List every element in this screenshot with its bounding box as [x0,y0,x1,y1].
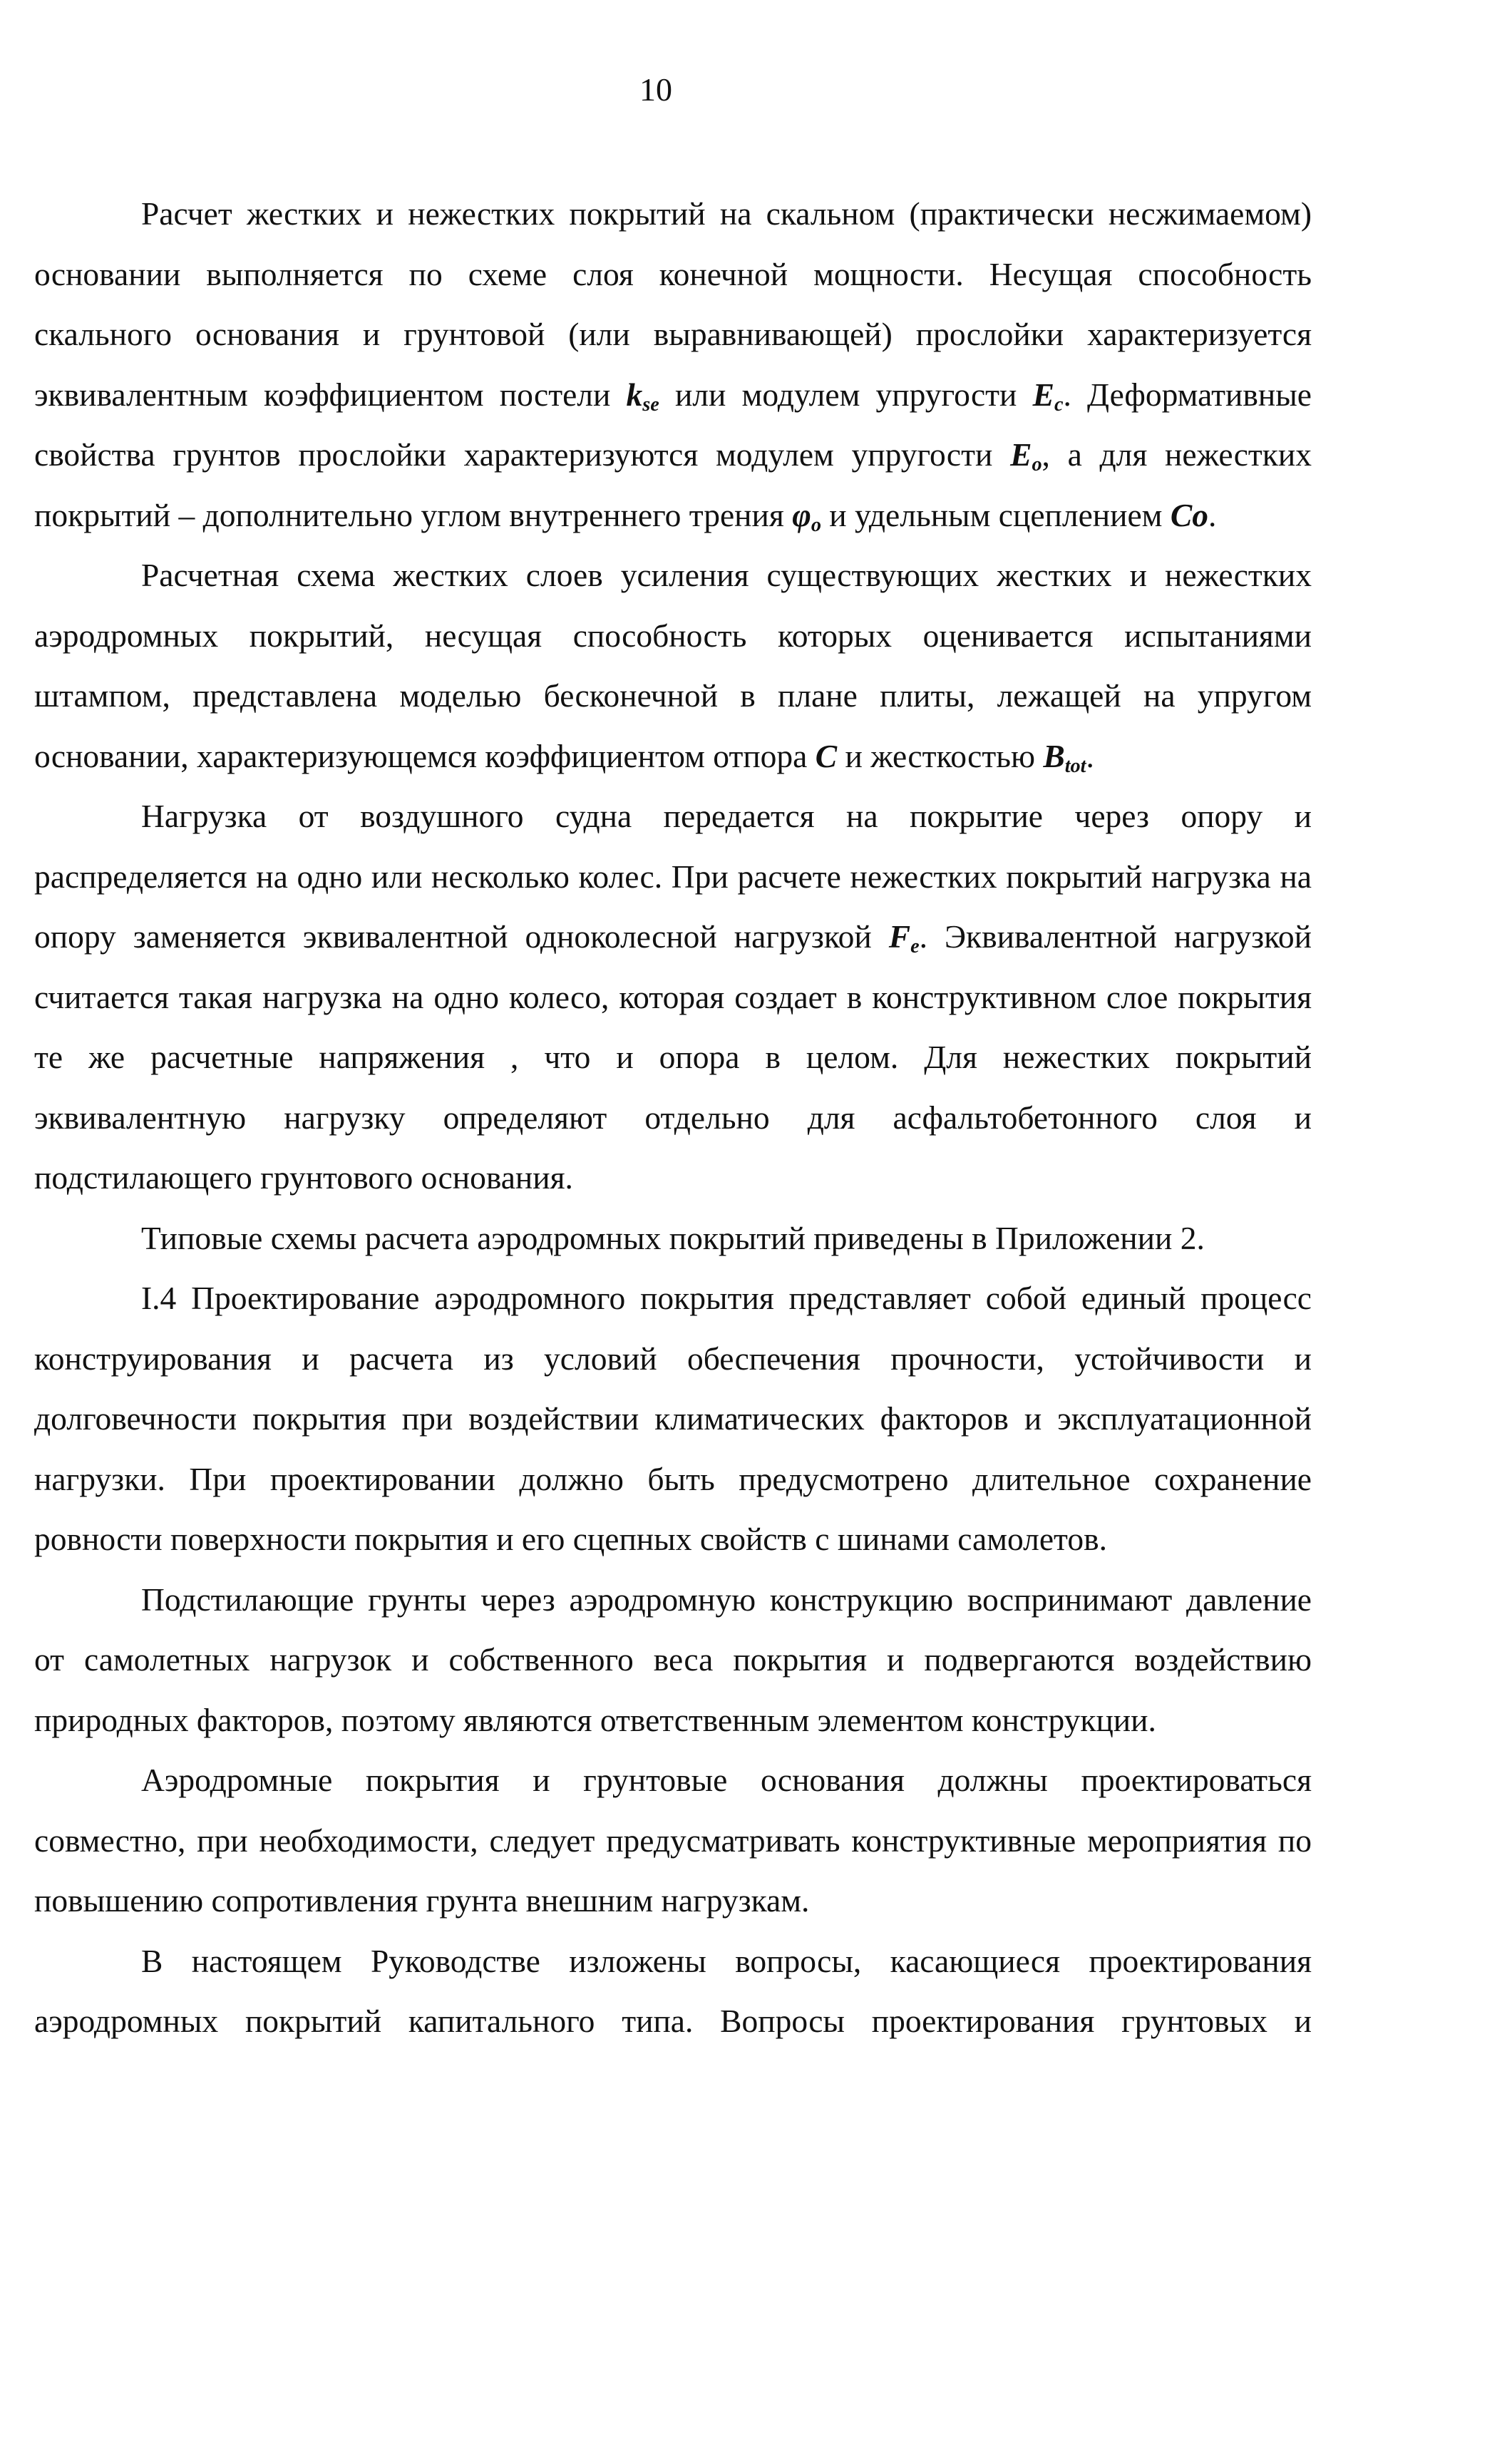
text-run: В настоящем Руководстве изложены вопросы, касающиеся проектирования аэродромных покрытий капитального типа. Вопросы проектирования грунтовых и [34,1942,1312,2039]
math-symbol: $E_o$ [1010,436,1042,476]
paragraph [34,786,1312,1208]
symbol-subscript: tot [1064,754,1086,777]
text-run: . Эквивалентной нагрузкой считается такая нагрузка на одно колесо, которая создает в конструктивном слое покрытия те же расчетные напряжения , что и опора в целом. Для нежестких покрытий эквивалентную нагрузку определяют отдельно для асфальтобетонного слоя и подстилающего грунтового основания. [34,918,1312,1196]
paragraph [34,545,1312,786]
math-symbol: $E_c$ [1032,376,1064,416]
paragraph [34,1570,1312,1751]
text-run: и жесткостью [837,737,1044,774]
page-number: 10 [639,71,672,108]
text-run: Типовые схемы расчета аэродромных покрытий приведены в Приложении 2. [141,1219,1205,1256]
paragraph [34,1750,1312,1931]
text-run: Расчетная схема жестких слоев усиления существующих жестких и нежестких аэродромных покрытий, несущая способность которых оценивается испытаниями штампом, представлена моделью бесконечной в плане плиты, лежащей на упругом основании, характеризующемся коэффициентом отпора [34,557,1312,774]
math-symbol: $B_{tot}$ [1043,737,1086,777]
paragraph [34,184,1312,545]
paragraph [34,1268,1312,1570]
text-run: , а для нежестких покрытий – дополнительно углом внутреннего трения [34,436,1312,533]
paragraph [34,1931,1312,2052]
text-run: Подстилающие грунты через аэродромную конструкцию воспринимают давление от самолетных нагрузок и собственного веса покрытия и подвергаются воздействию природных факторов, поэтому являются ответственным элементом конструкции. [34,1581,1312,1738]
paragraph [34,1208,1312,1269]
text-run: Аэродромные покрытия и грунтовые основания должны проектироваться совместно, при необходимости, следует предусматривать конструктивные мероприятия по повышению сопротивления грунта внешним нагрузкам. [34,1762,1312,1919]
math-symbol: $F_e$ [888,918,920,958]
math-symbol: $k_{se}$ [626,376,659,416]
math-symbol: C [815,737,838,774]
text-run: Расчет жестких и нежестких покрытий на скальном (практически несжимаемом) основании выполняется по схеме слоя конечной мощности. Несущая способность скального основания и грунтовой (или выравнивающей) прослойки характеризуется эквивалентным коэффициентом постели [34,195,1312,413]
math-symbol: $\varphi_o$ [792,496,821,536]
symbol-subscript: o [811,513,821,536]
math-symbol: Co [1170,496,1208,533]
symbol-subscript: se [642,393,659,416]
text-run: I.4 Проектирование аэродромного покрытия представляет собой единый процесс конструирования и расчета из условий обеспечения прочности, устойчивости и долговечности покрытия при воздействии климатических факторов и эксплуатационной нагрузки. При проектировании должно быть предусмотрено длительное сохранение ровности поверхности покрытия и его сцепных свойств с шинами самолетов. [34,1280,1312,1557]
symbol-subscript: e [910,935,920,958]
text-run: и удельным сцеплением [821,496,1171,533]
symbol-subscript: c [1054,393,1064,416]
symbol-subscript: o [1032,453,1042,476]
body-text [34,184,1312,2052]
text-run: или модулем упругости [659,376,1033,413]
text-run: . Деформативные свойства грунтов прослойки характеризуются модулем упругости [34,376,1312,473]
text-run: Нагрузка от воздушного судна передается на покрытие через опору и распределяется на одно или несколько колес. При расчете нежестких покрытий нагрузка на опору заменяется эквивалентной одноколесной нагрузкой [34,798,1312,955]
text-run: . [1086,737,1094,774]
text-run: . [1208,496,1217,533]
